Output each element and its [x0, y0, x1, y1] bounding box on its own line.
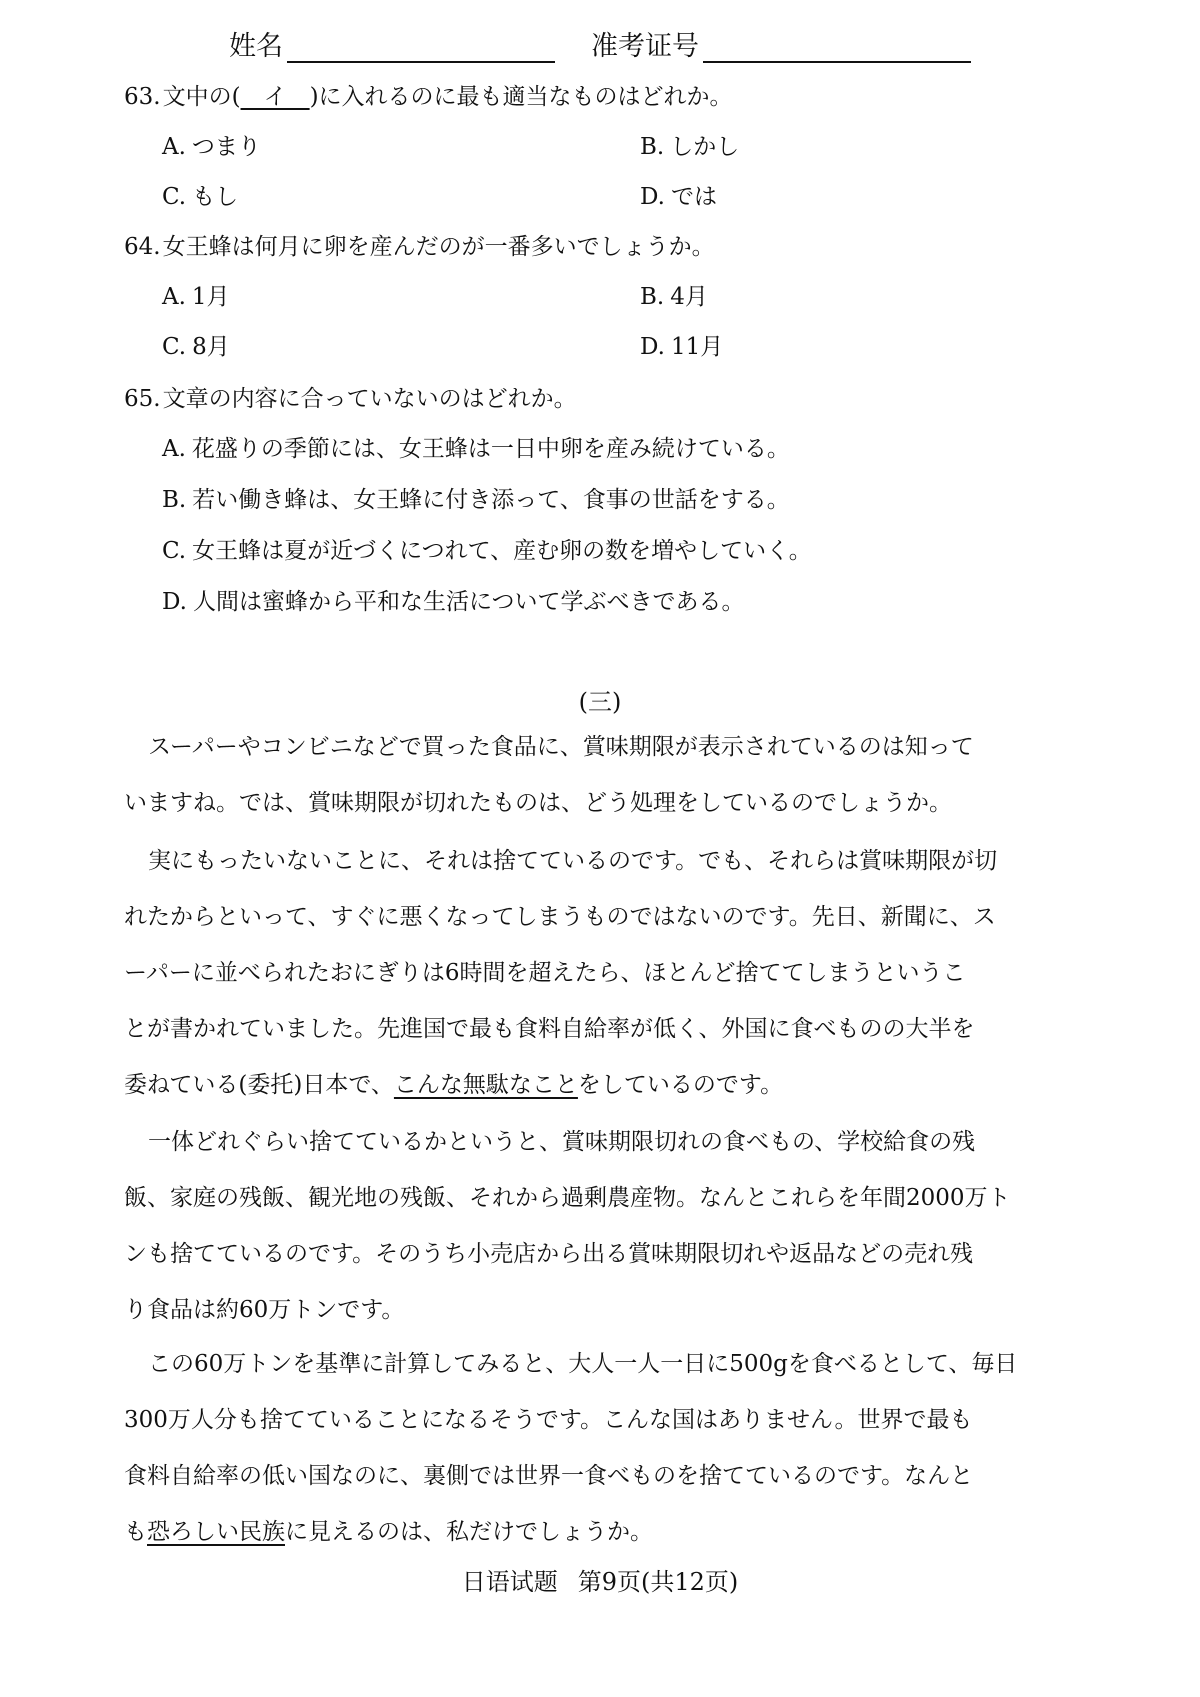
passage-paragraph-3: [124, 1114, 1080, 1338]
passage-line: り食品は約60万トンです。: [124, 1297, 405, 1323]
passage-line: とが書かれていました。先進国で最も食料自給率が低く、外国に食べものの大半を: [124, 1016, 975, 1042]
passage-line: れたからといって、すぐに悪くなってしまうものではないのです。先日、新聞に、ス: [124, 904, 996, 930]
option-64-a: A. 1月: [162, 284, 230, 310]
passage-paragraph-4: [124, 1336, 1080, 1560]
question-64: [124, 228, 715, 261]
passage-line: 食料自給率の低い国なのに、裏側では世界一食べものを捨てているのです。なんと: [124, 1463, 974, 1489]
question-number: 64.: [124, 234, 161, 260]
passage-line: いますね。では、賞味期限が切れたものは、どう処理をしているのでしょうか。: [124, 790, 952, 816]
exam-number-blank-line: [703, 31, 971, 63]
passage-line: 実にもったいないことに、それは捨てているのです。でも、それらは賞味期限が切: [148, 848, 998, 874]
question-stem-pre: 文中の(: [162, 84, 241, 110]
question-blank: __イ__: [240, 84, 310, 110]
name-field: [229, 24, 555, 63]
question-number: 65.: [124, 386, 161, 412]
passage-line: 300万人分も捨てていることになるそうです。こんな国はありません。世界で最も: [124, 1407, 973, 1433]
question-65: [124, 380, 577, 413]
page-footer: [0, 1562, 1200, 1597]
underlined-phrase-2: 恐ろしい民族: [147, 1519, 285, 1545]
question-stem: 文章の内容に合っていないのはどれか。: [162, 386, 577, 412]
question-stem: 女王蜂は何月に卵を産んだのが一番多いでしょうか。: [162, 234, 715, 260]
passage-line: この60万トンを基準に計算してみると、大人一人一日に500gを食べるとして、毎日: [148, 1351, 1018, 1377]
passage-line: 飯、家庭の残飯、観光地の残飯、それから過剰農産物。なんとこれらを年間2000万ト: [124, 1185, 1011, 1211]
option-63-a: A. つまり: [162, 134, 261, 160]
exam-number-label: 准考证号: [591, 31, 699, 62]
option-63-d: D. では: [640, 184, 717, 210]
candidate-header: [0, 24, 1200, 63]
option-64-b: B. 4月: [640, 284, 708, 310]
option-65-d: D. 人間は蜜蜂から平和な生活について学ぶべきである。: [162, 589, 745, 615]
option-65-a: A. 花盛りの季節には、女王蜂は一日中卵を産み続けている。: [162, 436, 790, 462]
option-65-b: B. 若い働き蜂は、女王蜂に付き添って、食事の世話をする。: [162, 487, 790, 513]
passage-line: ーパーに並べられたおにぎりは6時間を超えたら、ほとんど捨ててしまうというこ: [124, 960, 966, 986]
footer-subject: 日语试题: [461, 1568, 558, 1596]
section-mark: (三): [578, 688, 622, 716]
passage-line: も恐ろしい民族に見えるのは、私だけでしょうか。: [124, 1519, 653, 1545]
passage-line: スーパーやコンビニなどで買った食品に、賞味期限が表示されているのは知って: [148, 734, 974, 760]
passage-line: 委ねている(委托)日本で、こんな無駄なことをしているのです。: [124, 1072, 784, 1098]
option-64-c: C. 8月: [162, 334, 230, 360]
passage-paragraph-1: [124, 719, 1080, 831]
passage-line: 一体どれぐらい捨てているかというと、賞味期限切れの食べもの、学校給食の残: [148, 1129, 976, 1155]
option-64-d: D. 11月: [640, 334, 724, 360]
name-label: 姓名: [229, 31, 283, 62]
option-63-c: C. もし: [162, 184, 239, 210]
question-stem-post: )に入れるのに最も適当なものはどれか。: [309, 84, 733, 110]
exam-number-field: [591, 24, 971, 63]
footer-page-number: 第9页(共12页): [577, 1568, 739, 1596]
option-65-c: C. 女王蜂は夏が近づくにつれて、産む卵の数を増やしていく。: [162, 538, 812, 564]
name-blank-line: [287, 31, 555, 63]
question-63: [124, 78, 733, 111]
passage-paragraph-2: [124, 833, 1080, 1113]
underlined-phrase-1: こんな無駄なこと: [393, 1072, 578, 1098]
option-63-b: B. しかし: [640, 134, 740, 160]
question-number: 63.: [124, 84, 161, 110]
passage-line: ンも捨てているのです。そのうち小売店から出る賞味期限切れや返品などの売れ残: [124, 1241, 974, 1267]
